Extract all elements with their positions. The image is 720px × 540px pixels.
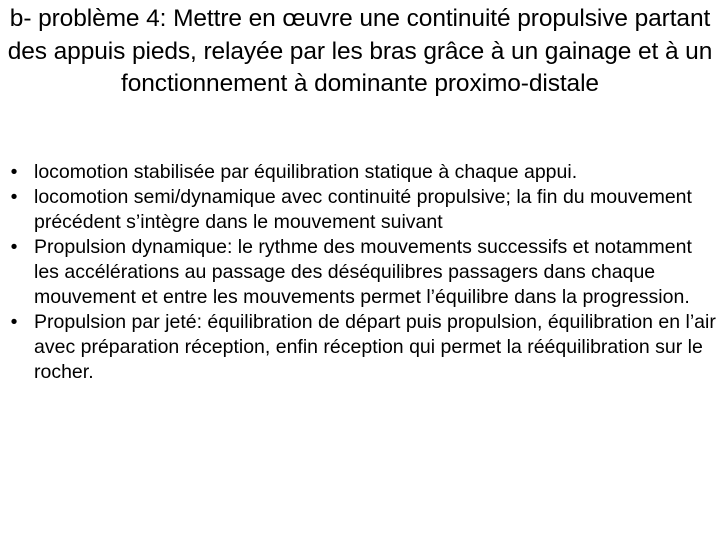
list-item [0,160,716,185]
bullet-icon: • [10,161,18,183]
bullet-icon: • [10,311,18,333]
bullet-text: Propulsion par jeté: équilibration de départ puis propulsion, équilibration en l’air avec préparation réception, enfin réception qui permet la rééquilibration sur le rocher. [34,311,716,383]
list-item [0,235,716,310]
bullet-text: locomotion semi/dynamique avec continuité propulsive; la fin du mouvement précédent s’intègre dans le mouvement suivant [34,186,692,233]
bullet-icon: • [10,236,18,258]
bullet-list [0,160,716,385]
bullet-text: Propulsion dynamique: le rythme des mouvements successifs et notamment les accélérations au passage des déséquilibres passagers dans chaque mouvement et entre les mouvements permet l’équilibre dans la progression. [34,236,692,308]
bullet-icon: • [10,186,18,208]
list-item [0,310,716,385]
list-item [0,185,716,235]
bullet-text: locomotion stabilisée par équilibration statique à chaque appui. [34,161,578,183]
slide-title: b- problème 4: Mettre en œuvre une continuité propulsive partant des appuis pieds, relayée par les bras grâce à un gainage et à un fonctionnement à dominante proximo-distale [7,5,713,97]
